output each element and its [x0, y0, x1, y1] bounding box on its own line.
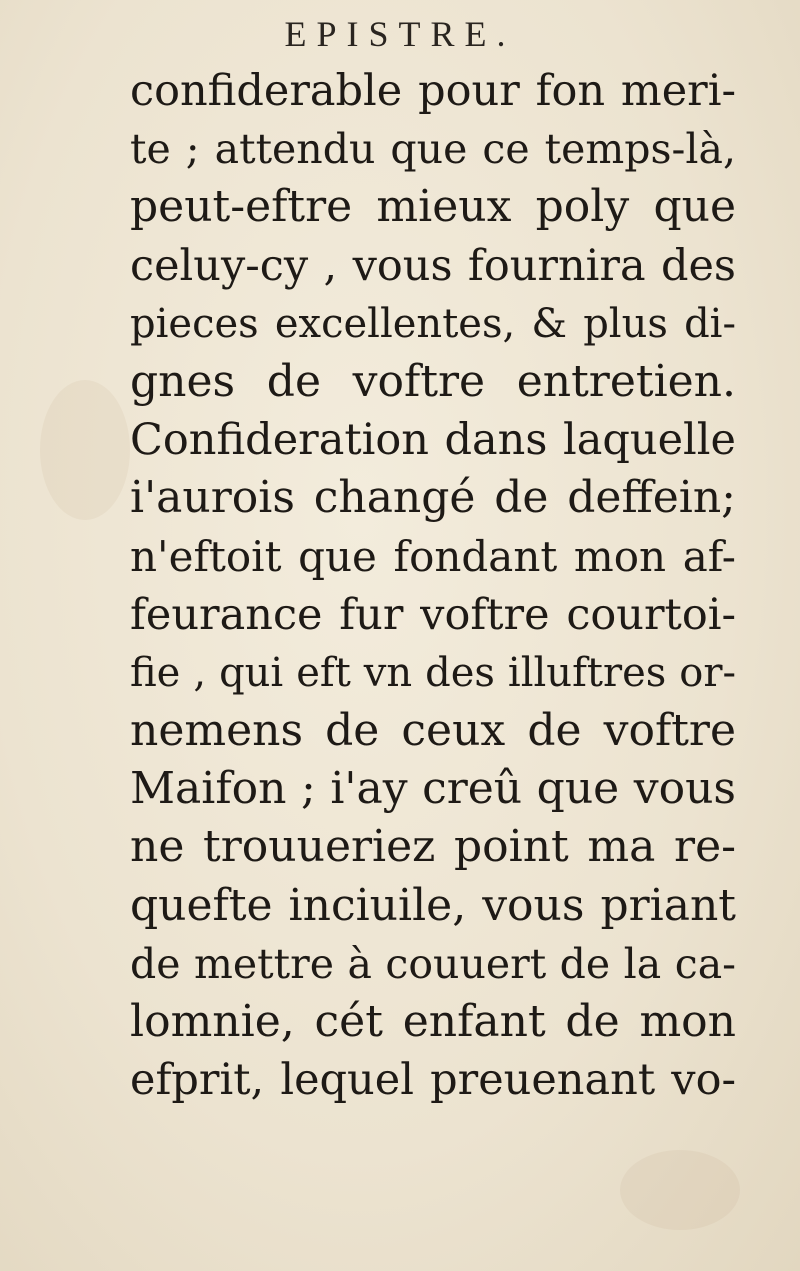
text-line: Confideration dans laquelle: [130, 415, 736, 466]
text-line: Maifon ; i'ay creû que vous: [130, 763, 736, 815]
text-line: i'aurois changé de deffein;: [130, 472, 736, 524]
running-head: EPISTRE.: [284, 14, 516, 54]
text-line: n'eftoit que fondant mon af-: [130, 531, 736, 581]
text-line: lomnie, cét enfant de mon: [130, 996, 736, 1047]
text-line: gnes de voftre entretien.: [130, 355, 736, 407]
text-line: de mettre à couuert de la ca-: [130, 939, 736, 988]
paper-stain: [620, 1150, 740, 1230]
paper-stain: [40, 380, 130, 520]
text-line: efprit, lequel preuenant vo-: [130, 1055, 736, 1106]
text-line: feurance fur voftre courtoi-: [130, 589, 736, 640]
text-line: ne trouueriez point ma re-: [130, 821, 736, 873]
text-line: fie , qui eft vn des illuftres or-: [130, 649, 736, 696]
text-line: nemens de ceux de voftre: [130, 705, 736, 757]
text-line: celuy-cy , vous fournira des: [130, 240, 736, 291]
body-text: [130, 62, 736, 1109]
text-line: peut-eftre mieux poly que: [130, 181, 736, 233]
text-line: pieces excellentes, & plus di-: [130, 300, 736, 347]
text-line: te ; attendu que ce temps-là,: [130, 125, 736, 174]
text-line: quefte inciuile, vous priant: [130, 879, 736, 931]
text-line: confiderable pour fon meri-: [130, 66, 736, 116]
